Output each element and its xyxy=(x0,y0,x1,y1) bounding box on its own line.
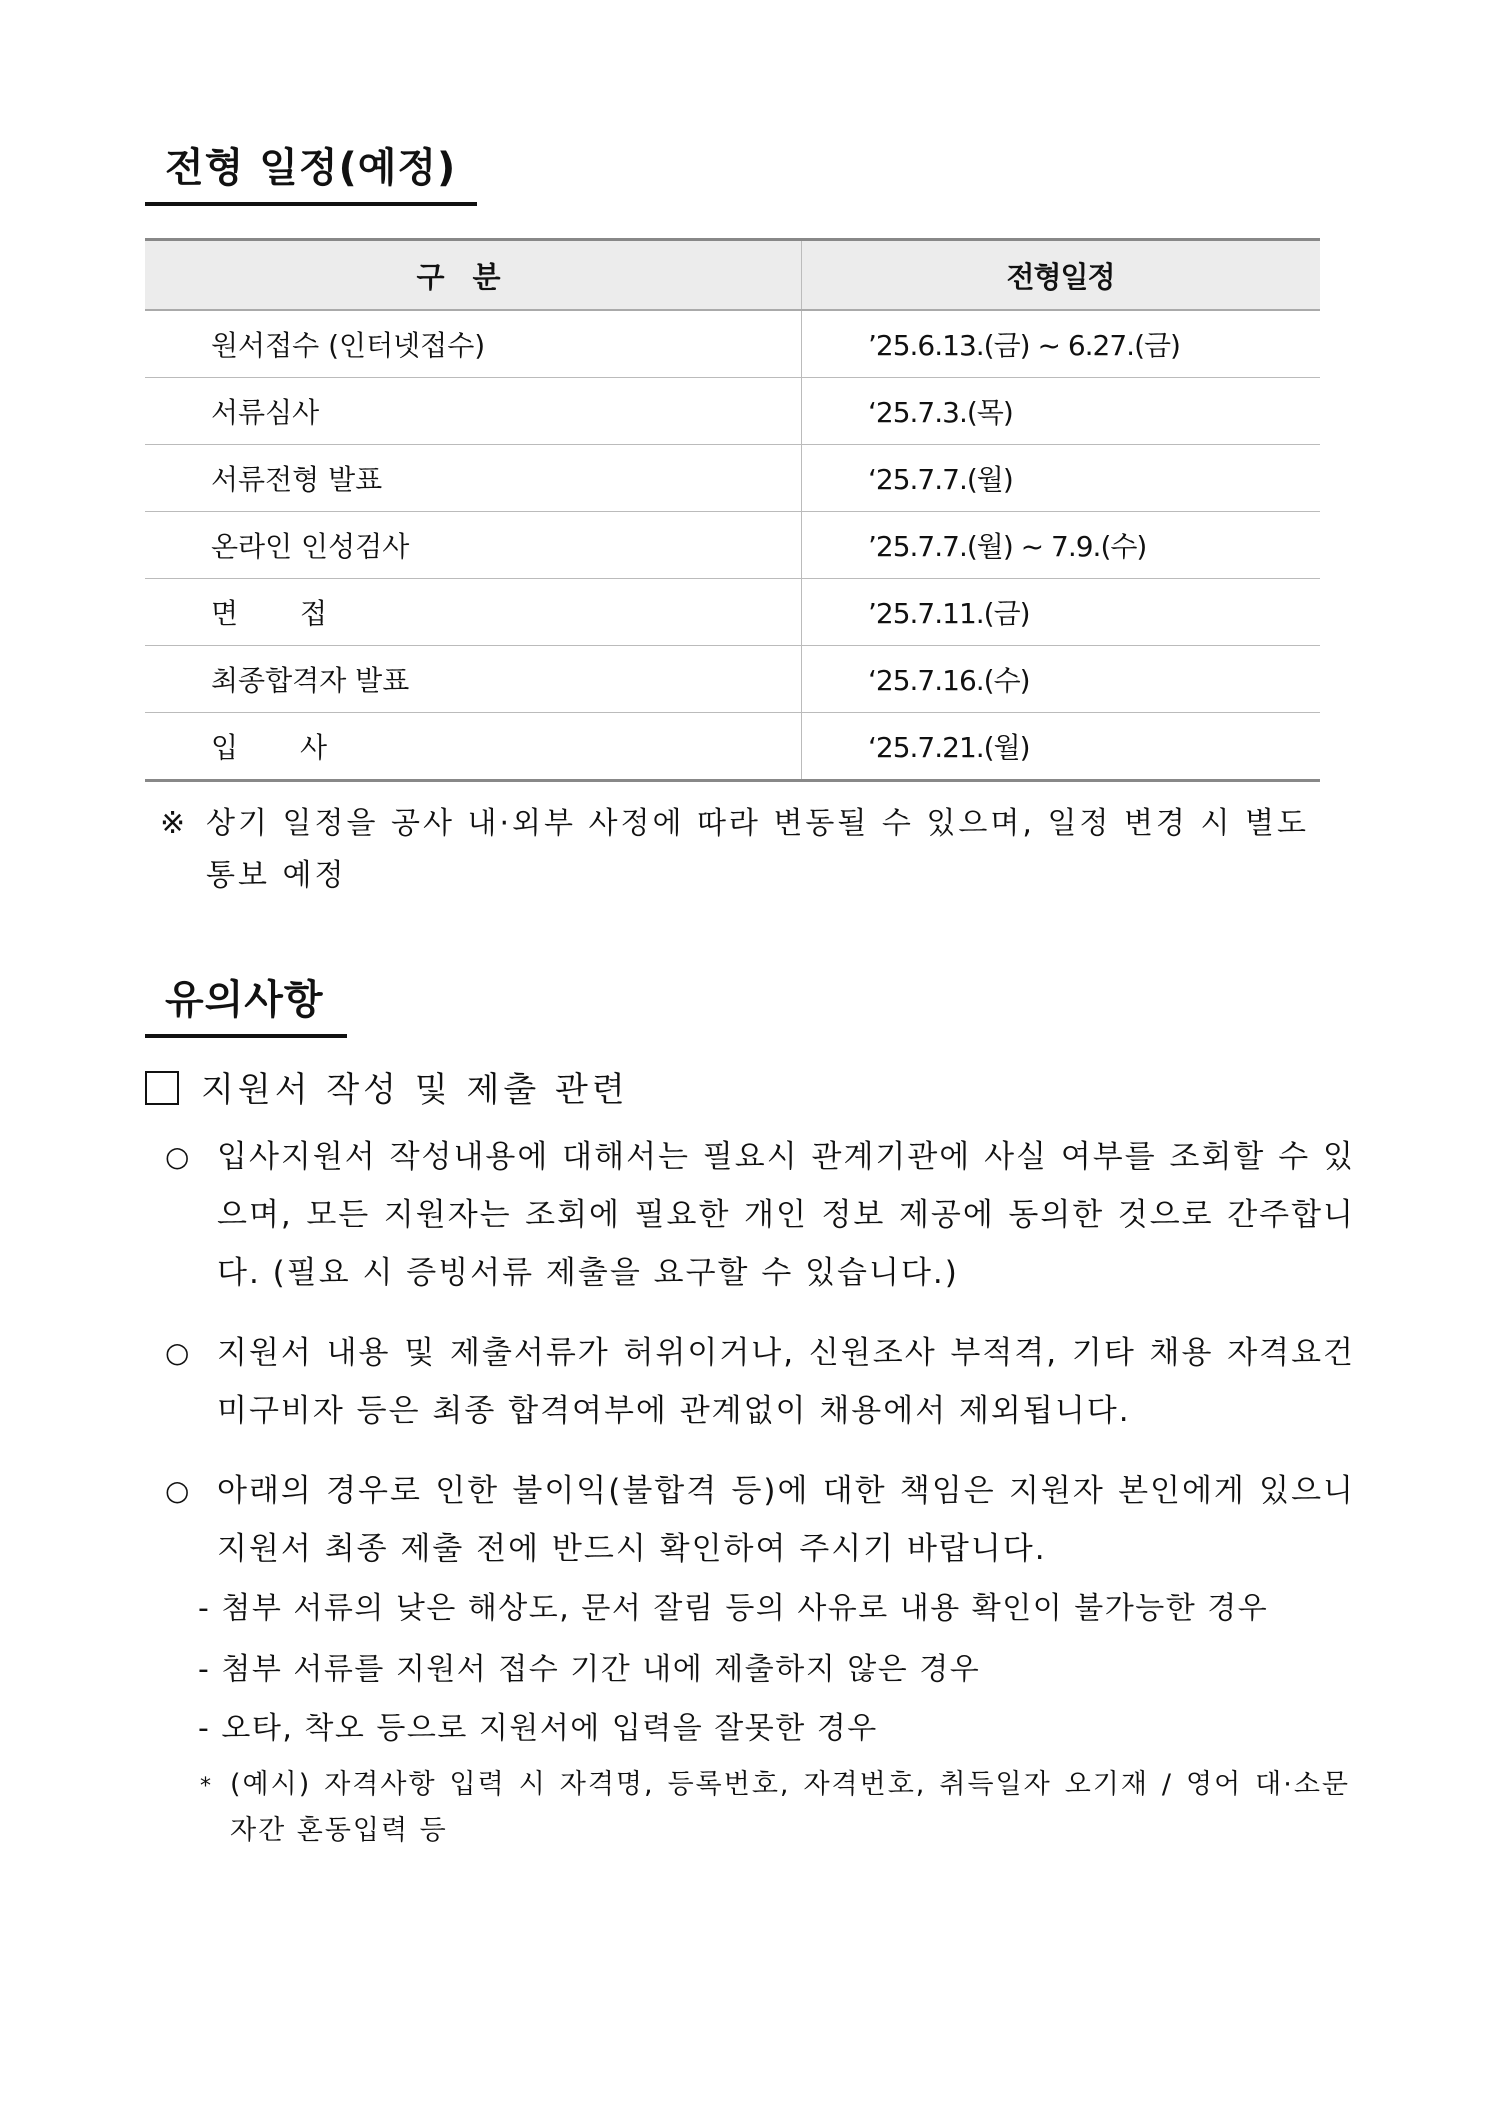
row-date: ‘25.7.7.(월) xyxy=(802,445,1321,512)
row-label: 온라인 인성검사 xyxy=(145,512,802,579)
row-date: ‘25.7.3.(목) xyxy=(802,378,1321,445)
table-row xyxy=(145,445,1320,512)
row-date: ’25.6.13.(금) ~ 6.27.(금) xyxy=(802,310,1321,378)
row-date: ’25.7.11.(금) xyxy=(802,579,1321,646)
example-note xyxy=(200,1762,1350,1854)
notice-heading: 유의사항 xyxy=(145,972,347,1038)
notice-item-text: 지원서 내용 및 제출서류가 허위이거나, 신원조사 부적격, 기타 채용 자격요건 미구비자 등은 최종 합격여부에 관계없이 채용에서 제외됩니다. xyxy=(217,1335,1355,1429)
notice-item xyxy=(165,1324,1355,1440)
table-row xyxy=(145,310,1320,378)
circle-bullet-icon: ○ xyxy=(165,1140,190,1173)
row-label: 면접 xyxy=(145,579,802,646)
empty-checkbox-icon xyxy=(145,1071,179,1105)
circle-bullet-icon: ○ xyxy=(165,1336,190,1369)
checkbox-section-title xyxy=(145,1060,629,1120)
row-label: 서류전형 발표 xyxy=(145,445,802,512)
asterisk-mark: * xyxy=(200,1774,211,1799)
row-label: 최종합격자 발표 xyxy=(145,646,802,713)
table-row xyxy=(145,713,1320,781)
header-category: 구분 xyxy=(145,240,802,311)
example-text: (예시) 자격사항 입력 시 자격명, 등록번호, 자격번호, 취득일자 오기재 / 영어 대·소문자간 혼동입력 등 xyxy=(230,1769,1350,1846)
notice-item-text: 아래의 경우로 인한 불이익(불합격 등)에 대한 책임은 지원자 본인에게 있으니 지원서 최종 제출 전에 반드시 확인하여 주시기 바랍니다. xyxy=(217,1473,1355,1567)
sub-item: - 첨부 서류를 지원서 접수 기간 내에 제출하지 않은 경우 xyxy=(198,1652,981,1687)
header-schedule: 전형일정 xyxy=(802,240,1321,311)
notice-item xyxy=(165,1462,1355,1578)
table-row xyxy=(145,646,1320,713)
notice-item xyxy=(165,1128,1355,1302)
sub-item: - 오타, 착오 등으로 지원서에 입력을 잘못한 경우 xyxy=(198,1711,878,1746)
schedule-note xyxy=(160,798,1330,902)
row-date: ’25.7.7.(월) ~ 7.9.(수) xyxy=(802,512,1321,579)
schedule-table xyxy=(145,238,1320,782)
schedule-heading: 전형 일정(예정) xyxy=(145,140,477,206)
notice-item-text: 입사지원서 작성내용에 대해서는 필요시 관계기관에 사실 여부를 조회할 수 있으며, 모든 지원자는 조회에 필요한 개인 정보 제공에 동의한 것으로 간주합니다. (필요 시 증빙서류 제출을 요구할 수 있습니다.) xyxy=(217,1139,1355,1291)
row-label: 원서접수 (인터넷접수) xyxy=(145,310,802,378)
row-date: ‘25.7.21.(월) xyxy=(802,713,1321,781)
row-label: 입사 xyxy=(145,713,802,781)
note-text: 상기 일정을 공사 내·외부 사정에 따라 변동될 수 있으며, 일정 변경 시 별도 통보 예정 xyxy=(206,806,1309,893)
table-row xyxy=(145,378,1320,445)
reference-mark: ※ xyxy=(160,806,186,841)
row-date: ‘25.7.16.(수) xyxy=(802,646,1321,713)
sub-item: - 첨부 서류의 낮은 해상도, 문서 잘림 등의 사유로 내용 확인이 불가능한 경우 xyxy=(198,1591,1269,1626)
table-row xyxy=(145,579,1320,646)
table-row xyxy=(145,512,1320,579)
table-header-row xyxy=(145,240,1320,311)
row-label: 서류심사 xyxy=(145,378,802,445)
checkbox-label: 지원서 작성 및 제출 관련 xyxy=(201,1070,629,1110)
circle-bullet-icon: ○ xyxy=(165,1474,190,1507)
